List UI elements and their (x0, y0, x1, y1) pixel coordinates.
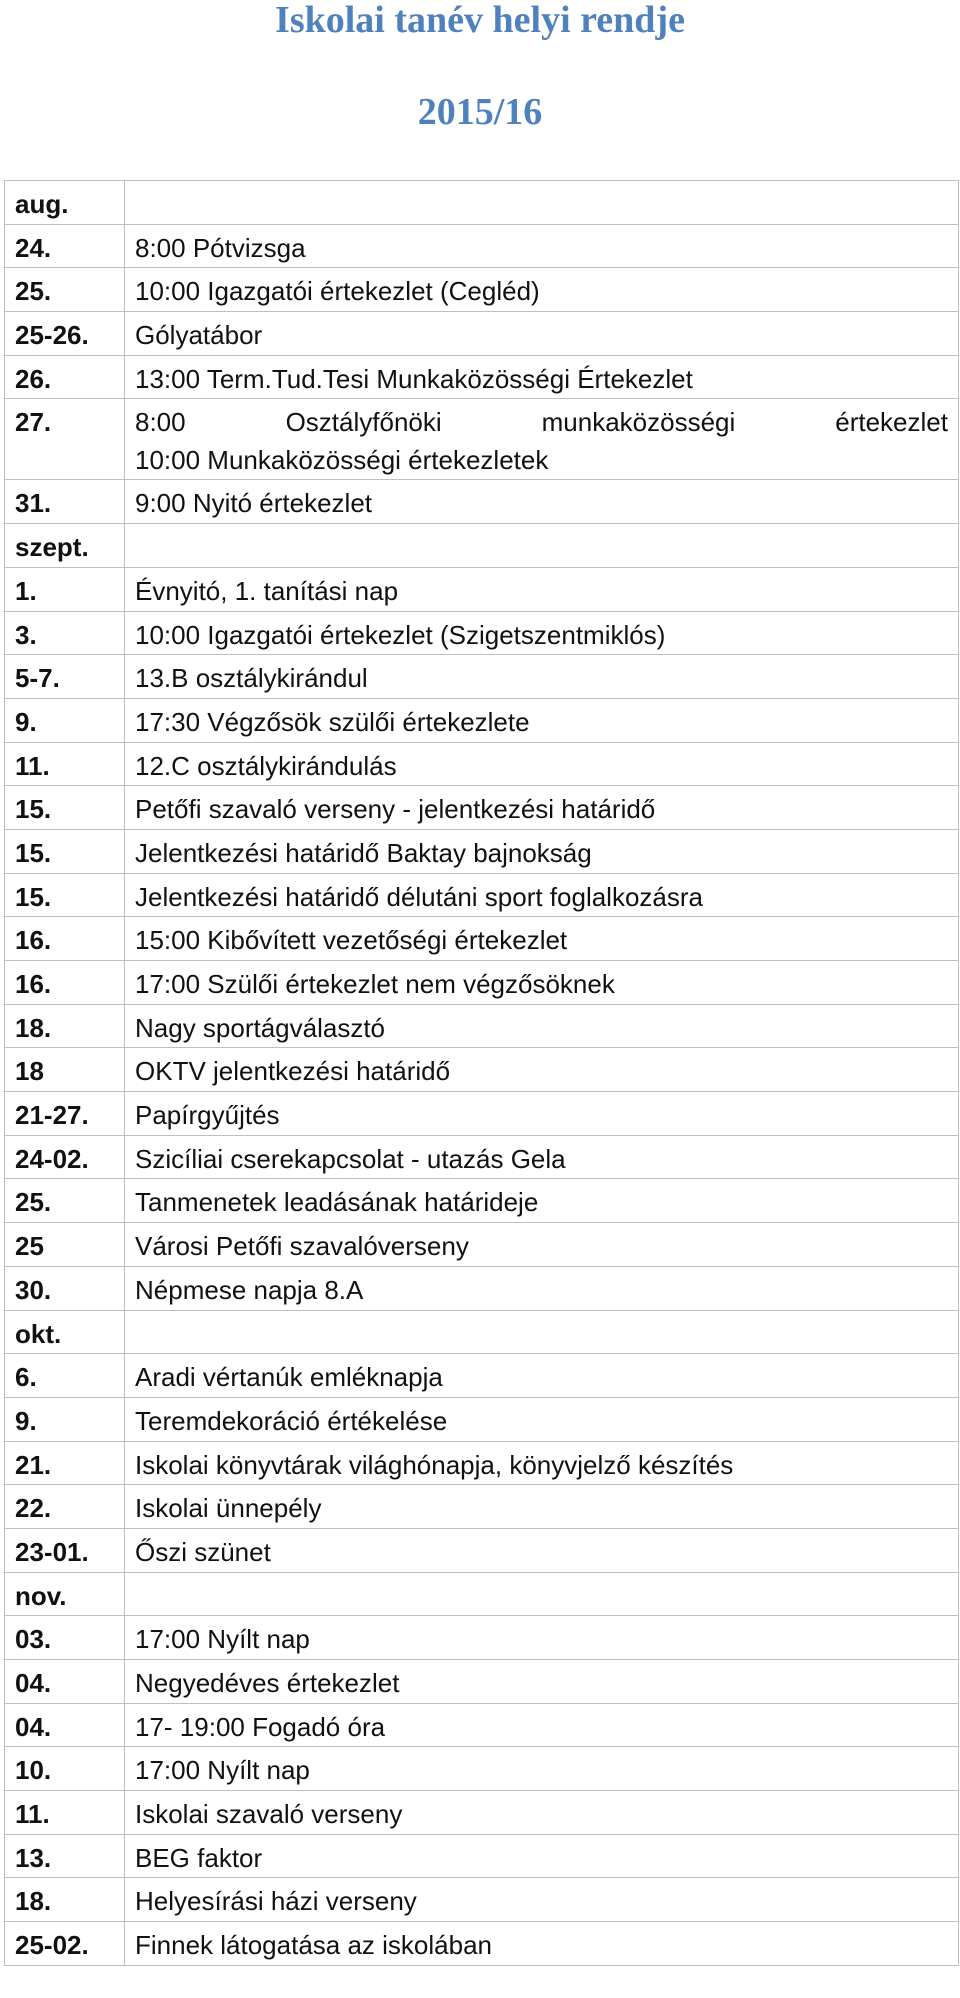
schedule-row (5, 1223, 959, 1267)
event-cell: 13:00 Term.Tud.Tesi Munkaközösségi Értekezlet (125, 355, 959, 399)
event-cell: 17:00 Szülői értekezlet nem végzősöknek (125, 961, 959, 1005)
event-cell (125, 1572, 959, 1616)
date-cell: 15. (5, 829, 125, 873)
schedule-row (5, 1747, 959, 1791)
date-cell: 18. (5, 1004, 125, 1048)
event-cell (125, 524, 959, 568)
event-cell: 17:00 Nyílt nap (125, 1747, 959, 1791)
date-cell: 25-26. (5, 312, 125, 356)
event-cell: 17:00 Nyílt nap (125, 1616, 959, 1660)
date-cell: 3. (5, 611, 125, 655)
date-cell: 16. (5, 961, 125, 1005)
event-cell: 10:00 Igazgatói értekezlet (Szigetszentmiklós) (125, 611, 959, 655)
month-header-row (5, 181, 959, 225)
event-cell (125, 181, 959, 225)
event-cell: BEG faktor (125, 1834, 959, 1878)
date-cell: 15. (5, 786, 125, 830)
event-cell: 17:30 Végzősök szülői értekezlete (125, 698, 959, 742)
schedule-row (5, 399, 959, 480)
event-cell: Finnek látogatása az iskolában (125, 1922, 959, 1966)
date-cell: 26. (5, 355, 125, 399)
schedule-row (5, 1397, 959, 1441)
date-cell: 25-02. (5, 1922, 125, 1966)
date-cell: 27. (5, 399, 125, 480)
schedule-row (5, 1354, 959, 1398)
date-cell: 11. (5, 1791, 125, 1835)
date-cell: 25. (5, 1179, 125, 1223)
schedule-row (5, 1092, 959, 1136)
event-cell: 12.C osztálykirándulás (125, 742, 959, 786)
schedule-row (5, 1616, 959, 1660)
date-cell: 15. (5, 873, 125, 917)
date-cell: 5-7. (5, 655, 125, 699)
schedule-row (5, 1266, 959, 1310)
date-cell: 03. (5, 1616, 125, 1660)
event-line-second: 10:00 Munkaközösségi értekezletek (135, 445, 549, 476)
date-cell: 04. (5, 1703, 125, 1747)
schedule-row (5, 961, 959, 1005)
event-cell: 13.B osztálykirándul (125, 655, 959, 699)
event-cell: Őszi szünet (125, 1528, 959, 1572)
month-header-row (5, 1572, 959, 1616)
event-cell: Népmese napja 8.A (125, 1266, 959, 1310)
event-cell: Nagy sportágválasztó (125, 1004, 959, 1048)
date-cell: 24. (5, 224, 125, 268)
date-cell: 31. (5, 480, 125, 524)
event-word: Osztályfőnöki (285, 407, 442, 438)
school-year: 2015/16 (417, 91, 543, 133)
event-cell: Iskolai szavaló verseny (125, 1791, 959, 1835)
event-cell: Iskolai könyvtárak világhónapja, könyvjelző készítés (125, 1441, 959, 1485)
schedule-row (5, 829, 959, 873)
date-cell: 21-27. (5, 1092, 125, 1136)
event-cell: 10:00 Igazgatói értekezlet (Cegléd) (125, 268, 959, 312)
schedule-row (5, 1703, 959, 1747)
date-cell: 25. (5, 268, 125, 312)
event-cell (125, 399, 959, 480)
schedule-row (5, 1878, 959, 1922)
schedule-row (5, 1048, 959, 1092)
schedule-row (5, 611, 959, 655)
schedule-row (5, 786, 959, 830)
date-cell: 24-02. (5, 1135, 125, 1179)
event-cell: Papírgyűjtés (125, 1092, 959, 1136)
date-cell: 18 (5, 1048, 125, 1092)
event-cell: OKTV jelentkezési határidő (125, 1048, 959, 1092)
event-cell: Jelentkezési határidő délutáni sport foglalkozásra (125, 873, 959, 917)
month-header-row (5, 524, 959, 568)
schedule-row (5, 1660, 959, 1704)
date-cell: 10. (5, 1747, 125, 1791)
date-cell: 04. (5, 1660, 125, 1704)
month-label: aug. (5, 181, 125, 225)
schedule-row (5, 567, 959, 611)
event-cell: Szicíliai cserekapcsolat - utazás Gela (125, 1135, 959, 1179)
schedule-row (5, 355, 959, 399)
event-cell: Petőfi szavaló verseny - jelentkezési határidő (125, 786, 959, 830)
event-cell: Helyesírási házi verseny (125, 1878, 959, 1922)
date-cell: 25 (5, 1223, 125, 1267)
schedule-row (5, 1791, 959, 1835)
event-cell: Gólyatábor (125, 312, 959, 356)
schedule-row (5, 1004, 959, 1048)
schedule-row (5, 1528, 959, 1572)
event-cell: Iskolai ünnepély (125, 1485, 959, 1529)
schedule-table (4, 180, 959, 1966)
month-label: okt. (5, 1310, 125, 1354)
date-cell: 18. (5, 1878, 125, 1922)
event-cell: 17- 19:00 Fogadó óra (125, 1703, 959, 1747)
event-cell: Jelentkezési határidő Baktay bajnokság (125, 829, 959, 873)
date-cell: 6. (5, 1354, 125, 1398)
schedule-row (5, 1834, 959, 1878)
event-word: értekezlet (835, 407, 948, 438)
event-cell: Negyedéves értekezlet (125, 1660, 959, 1704)
month-header-row (5, 1310, 959, 1354)
schedule-row (5, 698, 959, 742)
date-cell: 23-01. (5, 1528, 125, 1572)
date-cell: 1. (5, 567, 125, 611)
month-label: szept. (5, 524, 125, 568)
date-cell: 21. (5, 1441, 125, 1485)
schedule-row (5, 1485, 959, 1529)
schedule-row (5, 480, 959, 524)
event-cell: Évnyitó, 1. tanítási nap (125, 567, 959, 611)
event-line-justified (135, 403, 948, 441)
event-cell: 15:00 Kibővített vezetőségi értekezlet (125, 917, 959, 961)
event-cell: Aradi vértanúk emléknapja (125, 1354, 959, 1398)
date-cell: 9. (5, 1397, 125, 1441)
date-cell: 9. (5, 698, 125, 742)
schedule-row (5, 917, 959, 961)
date-cell: 22. (5, 1485, 125, 1529)
event-cell: 9:00 Nyitó értekezlet (125, 480, 959, 524)
date-cell: 11. (5, 742, 125, 786)
schedule-row (5, 1135, 959, 1179)
date-cell: 30. (5, 1266, 125, 1310)
schedule-row (5, 1922, 959, 1966)
event-word: 8:00 (135, 407, 186, 438)
date-cell: 16. (5, 917, 125, 961)
event-cell: Városi Petőfi szavalóverseny (125, 1223, 959, 1267)
schedule-row (5, 1179, 959, 1223)
event-word: munkaközösségi (541, 407, 736, 438)
schedule-row (5, 224, 959, 268)
schedule-row (5, 873, 959, 917)
event-cell: Tanmenetek leadásának határideje (125, 1179, 959, 1223)
event-cell: Teremdekoráció értékelése (125, 1397, 959, 1441)
schedule-row (5, 1441, 959, 1485)
event-cell: 8:00 Pótvizsga (125, 224, 959, 268)
schedule-row (5, 742, 959, 786)
document-title: Iskolai tanév helyi rendje (275, 0, 685, 41)
month-label: nov. (5, 1572, 125, 1616)
schedule-row (5, 655, 959, 699)
event-cell (125, 1310, 959, 1354)
schedule-row (5, 312, 959, 356)
schedule-body (5, 181, 959, 1966)
date-cell: 13. (5, 1834, 125, 1878)
schedule-row (5, 268, 959, 312)
